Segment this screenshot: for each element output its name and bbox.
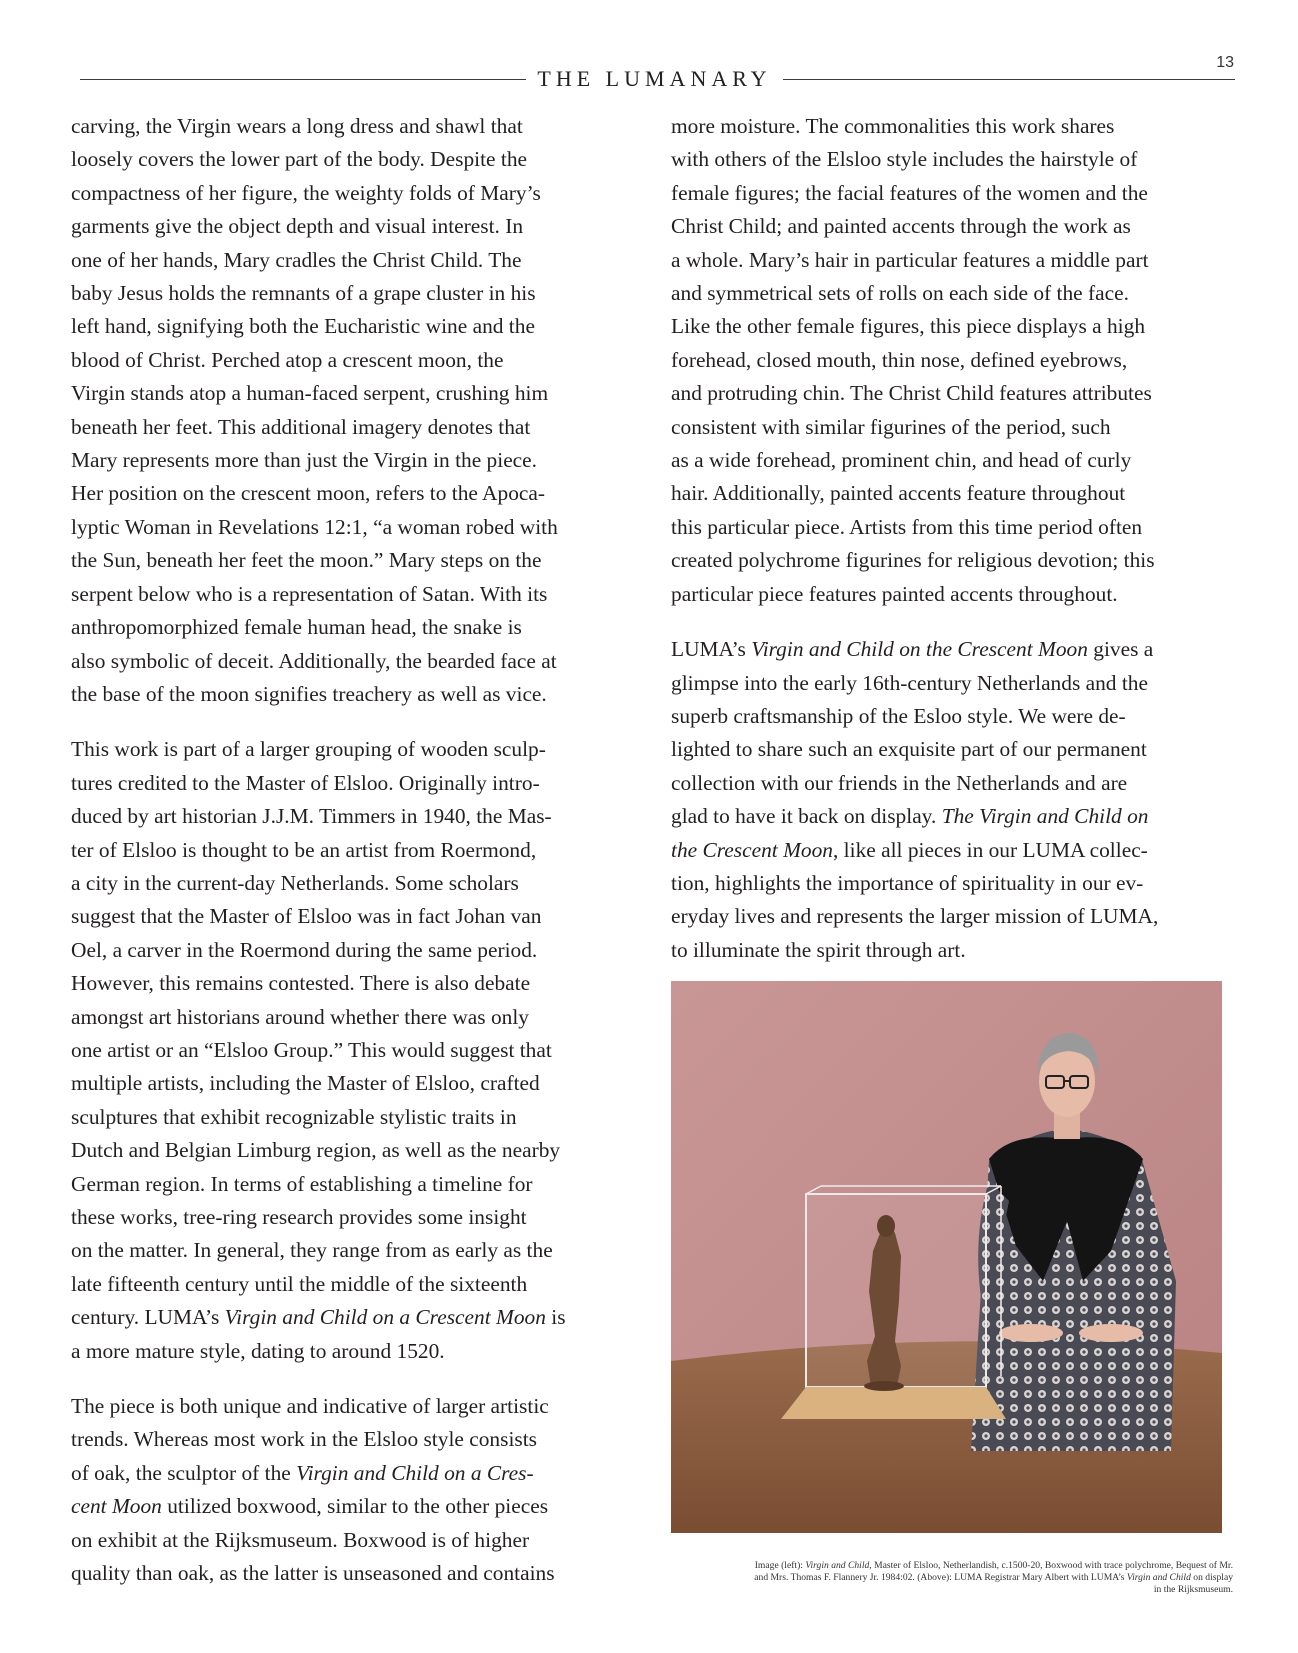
text-line: Mary represents more than just the Virgin in the piece. bbox=[71, 448, 538, 473]
caption-line bbox=[671, 1572, 1233, 1584]
artwork-title: cent Moon bbox=[71, 1494, 162, 1519]
paragraph-boxwood bbox=[71, 1390, 631, 1590]
paragraph-master-of-elsloo bbox=[71, 733, 631, 1368]
text-line: carving, the Virgin wears a long dress and shawl that bbox=[71, 114, 523, 138]
text-line: on exhibit at the Rijksmuseum. Boxwood is of higher bbox=[71, 1527, 530, 1552]
text-line bbox=[671, 800, 1231, 833]
text-line: baby Jesus holds the remnants of a grape cluster in his bbox=[71, 281, 536, 306]
text-line: superb craftsmanship of the Esloo style. We were de- bbox=[671, 703, 1126, 728]
text-line: Like the other female figures, this piece displays a high bbox=[671, 314, 1146, 339]
photo-caption bbox=[671, 1560, 1233, 1596]
header-rule-left bbox=[80, 79, 526, 80]
text-line bbox=[71, 1301, 631, 1334]
text-line: hair. Additionally, painted accents feature throughout bbox=[671, 481, 1126, 506]
text-line: eryday lives and represents the larger mission of LUMA, bbox=[671, 904, 1159, 929]
text-line: one artist or an “Elsloo Group.” This would suggest that bbox=[71, 1037, 552, 1062]
artwork-title: Virgin and Child on the Crescent Moon bbox=[751, 637, 1088, 662]
text-line: ter of Elsloo is thought to be an artist from Roermond, bbox=[71, 837, 537, 862]
text-line: and symmetrical sets of rolls on each side of the face. bbox=[671, 281, 1129, 306]
text-line: and protruding chin. The Christ Child features attributes bbox=[671, 381, 1152, 406]
paragraph-luma-conclusion bbox=[671, 633, 1231, 967]
text-line: blood of Christ. Perched atop a crescent moon, the bbox=[71, 347, 504, 372]
text-run: gives a bbox=[1087, 637, 1154, 662]
text-line: these works, tree-ring research provides some insight bbox=[71, 1205, 527, 1229]
photo-illustration bbox=[671, 981, 1222, 1533]
text-run: utilized boxwood, similar to the other pieces bbox=[161, 1494, 549, 1519]
text-line: with others of the Elsloo style includes the hairstyle of bbox=[671, 147, 1138, 172]
text-line bbox=[671, 633, 1231, 666]
text-line: consistent with similar figurines of the period, such bbox=[671, 414, 1111, 439]
text-line: one of her hands, Mary cradles the Christ Child. The bbox=[71, 247, 522, 272]
text-run: glad to have it back on display. bbox=[671, 804, 942, 829]
text-line: Oel, a carver in the Roermond during the same period. bbox=[71, 937, 538, 962]
text-line: created polychrome figurines for religious devotion; this bbox=[671, 548, 1155, 573]
text-line: This work is part of a larger grouping of wooden sculp- bbox=[71, 737, 546, 762]
text-line: lyptic Woman in Revelations 12:1, “a woman robed with bbox=[71, 514, 558, 539]
text-line: loosely covers the lower part of the body. Despite the bbox=[71, 147, 528, 172]
paragraph-virgin-description bbox=[71, 110, 631, 711]
text-line: garments give the object depth and visual interest. In bbox=[71, 214, 524, 239]
text-line: multiple artists, including the Master of Elsloo, crafted bbox=[71, 1071, 540, 1096]
text-line: sculptures that exhibit recognizable stylistic traits in bbox=[71, 1104, 517, 1129]
text-line: trends. Whereas most work in the Elsloo style consists bbox=[71, 1427, 537, 1452]
artwork-title: Virgin and Child, bbox=[805, 1560, 872, 1571]
text-run: , like all pieces in our LUMA collec- bbox=[832, 837, 1148, 862]
header-rule-right bbox=[783, 79, 1235, 80]
text-line: duced by art historian J.J.M. Timmers in 1940, the Mas- bbox=[71, 804, 552, 829]
artwork-title: Virgin and Child bbox=[1126, 1572, 1191, 1583]
text-line: a city in the current-day Netherlands. Some scholars bbox=[71, 870, 519, 895]
text-line: female figures; the facial features of the women and the bbox=[671, 180, 1148, 205]
text-run: century. LUMA’s bbox=[71, 1305, 225, 1330]
text-run: Master of Elsloo, Netherlandish, c.1500-20, Boxwood with trace polychrome, Bequest of Mr. bbox=[871, 1560, 1233, 1571]
text-line: Virgin stands atop a human-faced serpent, crushing him bbox=[71, 381, 549, 406]
text-line: anthropomorphized female human head, the snake is bbox=[71, 615, 522, 640]
text-line bbox=[71, 1457, 631, 1490]
artwork-title: The Virgin and Child on bbox=[941, 804, 1149, 829]
text-line: However, this remains contested. There is also debate bbox=[71, 971, 531, 996]
text-run: LUMA’s bbox=[671, 637, 752, 662]
text-line: tion, highlights the importance of spirituality in our ev- bbox=[671, 870, 1144, 895]
text-line: Her position on the crescent moon, refers to the Apoca- bbox=[71, 481, 546, 506]
text-line: the base of the moon signifies treachery as well as vice. bbox=[71, 681, 547, 706]
text-line bbox=[671, 834, 1231, 867]
text-line: tures credited to the Master of Elsloo. Originally intro- bbox=[71, 770, 540, 795]
caption-line bbox=[671, 1560, 1233, 1572]
artwork-title: Virgin and Child on a Crescent Moon bbox=[224, 1305, 546, 1330]
text-run: and Mrs. Thomas F. Flannery Jr. 1984:02. (Above): LUMA Registrar Mary Albert with LUMA’s bbox=[754, 1572, 1127, 1583]
text-line: on the matter. In general, they range from as early as the bbox=[71, 1238, 553, 1263]
text-line: serpent below who is a representation of Satan. With its bbox=[71, 581, 548, 606]
text-line: collection with our friends in the Netherlands and are bbox=[671, 770, 1128, 795]
text-line bbox=[71, 1490, 631, 1523]
text-line: compactness of her figure, the weighty folds of Mary’s bbox=[71, 180, 541, 205]
text-line: glimpse into the early 16th-century Netherlands and the bbox=[671, 670, 1148, 695]
text-line: The piece is both unique and indicative of larger artistic bbox=[71, 1394, 549, 1419]
text-line: German region. In terms of establishing a timeline for bbox=[71, 1171, 533, 1196]
text-line: a more mature style, dating to around 1520. bbox=[71, 1338, 445, 1363]
right-column bbox=[671, 110, 1231, 989]
artwork-title: the Crescent Moon bbox=[671, 837, 833, 862]
text-line: a whole. Mary’s hair in particular features a middle part bbox=[671, 247, 1149, 272]
registrar-photo bbox=[671, 981, 1222, 1533]
text-line: more moisture. The commonalities this work shares bbox=[671, 114, 1115, 138]
text-run: on display bbox=[1190, 1572, 1233, 1583]
text-line: left hand, signifying both the Eucharistic wine and the bbox=[71, 314, 535, 339]
text-line: suggest that the Master of Elsloo was in fact Johan van bbox=[71, 904, 542, 929]
paragraph-elsloo-style bbox=[671, 110, 1231, 611]
text-line: beneath her feet. This additional imagery denotes that bbox=[71, 414, 531, 439]
text-line: the Sun, beneath her feet the moon.” Mary steps on the bbox=[71, 548, 542, 573]
text-run: is bbox=[545, 1305, 566, 1330]
artwork-title: Virgin and Child on a Cres- bbox=[296, 1460, 534, 1485]
masthead-title: THE LUMANARY bbox=[537, 66, 772, 91]
text-line: to illuminate the spirit through art. bbox=[671, 937, 966, 962]
text-line: Christ Child; and painted accents through the work as bbox=[671, 214, 1131, 239]
text-line: amongst art historians around whether there was only bbox=[71, 1004, 529, 1029]
text-line: this particular piece. Artists from this time period often bbox=[671, 514, 1143, 539]
text-line: quality than oak, as the latter is unseasoned and contains bbox=[71, 1561, 555, 1586]
caption-line: in the Rijksmuseum. bbox=[1153, 1584, 1233, 1595]
text-line: Dutch and Belgian Limburg region, as well as the nearby bbox=[71, 1138, 561, 1163]
page-number: 13 bbox=[1216, 54, 1234, 71]
text-line: lighted to share such an exquisite part of our permanent bbox=[671, 737, 1147, 762]
left-column bbox=[71, 110, 631, 1612]
text-run: of oak, the sculptor of the bbox=[71, 1460, 297, 1485]
text-line: as a wide forehead, prominent chin, and head of curly bbox=[671, 448, 1132, 473]
text-line: forehead, closed mouth, thin nose, defined eyebrows, bbox=[671, 347, 1128, 372]
text-line: particular piece features painted accents throughout. bbox=[671, 581, 1118, 606]
text-line: late fifteenth century until the middle of the sixteenth bbox=[71, 1271, 528, 1296]
text-line: also symbolic of deceit. Additionally, the bearded face at bbox=[71, 648, 557, 673]
text-run: Image (left): bbox=[754, 1560, 806, 1571]
